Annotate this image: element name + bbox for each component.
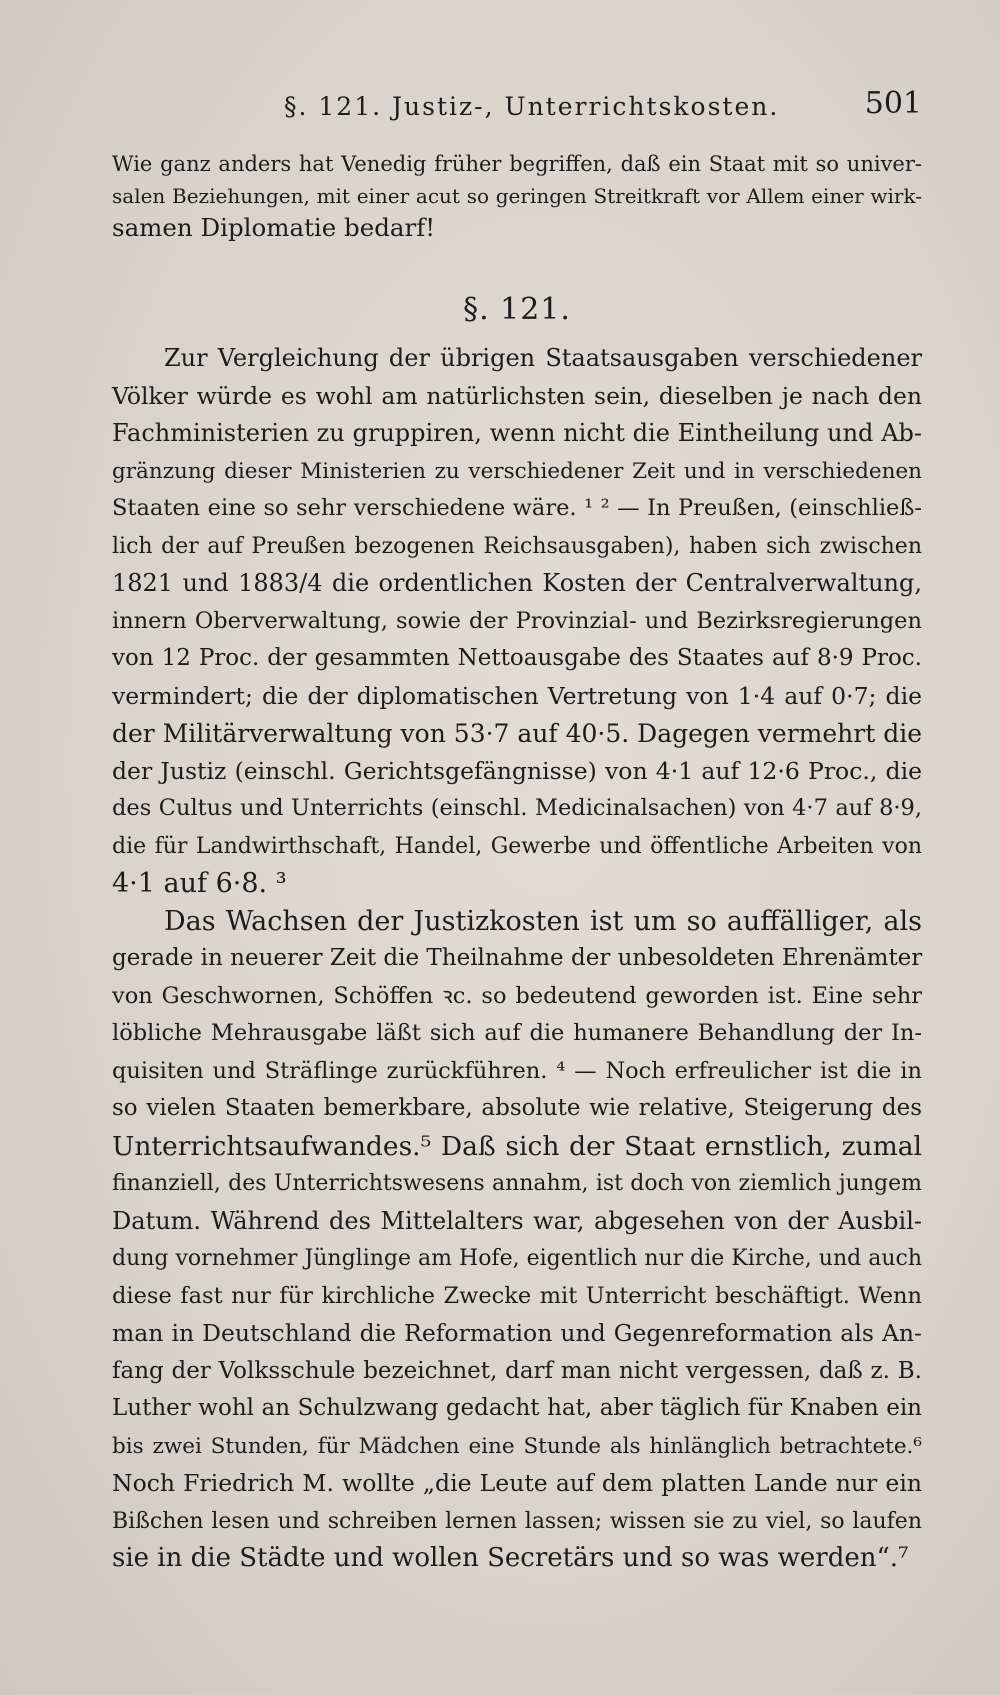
text-line: sie in die Städte und wollen Secretärs und so was werden“.⁷ xyxy=(112,1543,909,1573)
text-line: Bißchen lesen und schreiben lernen lassen; wissen sie zu viel, so laufen xyxy=(112,1508,922,1534)
text-line: gränzung dieser Ministerien zu verschiedener Zeit und in verschiedenen xyxy=(112,458,922,484)
text-line: fang der Volksschule bezeichnet, darf man nicht vergessen, daß z. B. xyxy=(112,1357,922,1384)
text-line: bis zwei Stunden, für Mädchen eine Stunde als hinlänglich betrachtete.⁶ xyxy=(112,1433,922,1459)
text-line: salen Beziehungen, mit einer acut so geringen Streitkraft vor Allem einer wirk- xyxy=(112,184,922,208)
text-line: Zur Vergleichung der übrigen Staatsausgaben verschiedener xyxy=(164,344,922,372)
text-line: Luther wohl an Schulzwang gedacht hat, aber täglich für Knaben ein xyxy=(112,1395,922,1421)
text-line: Das Wachsen der Justizkosten ist um so auffälliger, als xyxy=(164,905,922,937)
text-line: quisiten und Sträflinge zurückführen. ⁴ — Noch erfreulicher ist die in xyxy=(112,1057,922,1084)
text-line: löbliche Mehrausgabe läßt sich auf die humanere Behandlung der In- xyxy=(112,1020,922,1046)
text-line: des Cultus und Unterrichts (einschl. Medicinalsachen) von 4·7 auf 8·9, xyxy=(112,795,922,821)
text-line: diese fast nur für kirchliche Zwecke mit Unterricht beschäftigt. Wenn xyxy=(112,1282,922,1309)
text-line: 1821 und 1883/4 die ordentlichen Kosten der Centralverwaltung, xyxy=(112,569,922,597)
section-heading: §. 121. xyxy=(463,292,571,327)
text-line: der Militärverwaltung von 53·7 auf 40·5. Dagegen vermehrt die xyxy=(112,719,922,748)
text-line: finanziell, des Unterrichtswesens annahm, ist doch von ziemlich jungem xyxy=(112,1171,922,1196)
text-line: man in Deutschland die Reformation und Gegenreformation als An- xyxy=(112,1319,922,1347)
text-line: Noch Friedrich M. wollte „die Leute auf dem platten Lande nur ein xyxy=(112,1469,922,1497)
text-line: 4·1 auf 6·8. ³ xyxy=(112,868,287,899)
text-line: dung vornehmer Jünglinge am Hofe, eigentlich nur die Kirche, und auch xyxy=(112,1246,922,1271)
text-line: gerade in neuerer Zeit die Theilnahme der unbesoldeten Ehrenämter xyxy=(112,945,923,971)
text-line: innern Oberverwaltung, sowie der Provinzial- und Bezirksregierungen xyxy=(112,607,922,634)
text-line: von Geschwornen, Schöffen ꝛc. so bedeutend geworden ist. Eine sehr xyxy=(112,982,922,1009)
text-line: Wie ganz anders hat Venedig früher begriffen, daß ein Staat mit so univer- xyxy=(112,152,922,176)
intro-paragraph xyxy=(112,148,922,244)
header-title: §. 121. Justiz-, Unterrichtskosten. xyxy=(284,92,780,121)
main-text xyxy=(112,340,922,1578)
text-line: Staaten eine so sehr verschiedene wäre. ¹ ² — In Preußen, (einschließ- xyxy=(112,495,922,521)
text-line: lich der auf Preußen bezogenen Reichsausgaben), haben sich zwischen xyxy=(112,533,922,559)
text-line: vermindert; die der diplomatischen Vertretung von 1·4 auf 0·7; die xyxy=(112,681,922,710)
text-line: die für Landwirthschaft, Handel, Gewerbe und öffentliche Arbeiten von xyxy=(112,833,922,859)
text-line: Völker würde es wohl am natürlichsten sein, dieselben je nach den xyxy=(112,381,922,410)
text-line: Datum. Während des Mittelalters war, abgesehen von der Ausbil- xyxy=(112,1206,922,1235)
running-header xyxy=(270,86,922,126)
text-line: von 12 Proc. der gesammten Nettoausgabe des Staates auf 8·9 Proc. xyxy=(112,645,922,671)
page-number: 501 xyxy=(864,86,922,121)
text-line: Fachministerien zu gruppiren, wenn nicht die Eintheilung und Ab- xyxy=(112,419,922,447)
text-line: samen Diplomatie bedarf! xyxy=(112,213,436,242)
text-line: der Justiz (einschl. Gerichtsgefängnisse) von 4·1 auf 12·6 Proc., die xyxy=(112,756,922,785)
text-line: so vielen Staaten bemerkbare, absolute wie relative, Steigerung des xyxy=(112,1095,922,1121)
text-line: Unterrichtsaufwandes.⁵ Daß sich der Staat ernstlich, zumal xyxy=(112,1130,922,1162)
